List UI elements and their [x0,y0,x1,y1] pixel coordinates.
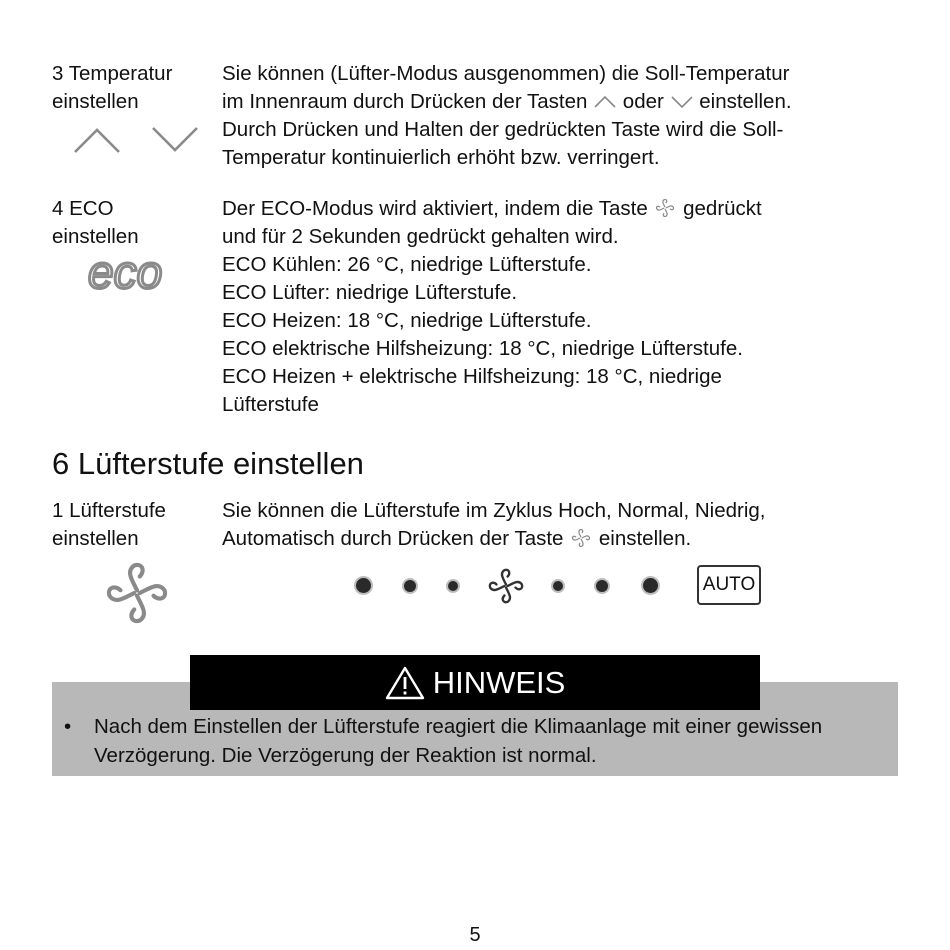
svg-text:eco: eco [88,252,163,296]
section-eco-label: 4 ECO einstellen [52,197,139,248]
chevron-down-icon [670,91,694,111]
section-temperature [52,60,900,180]
notice-text: Nach dem Einstellen der Lüfterstufe reagiert die Klimaanlage mit einer gewissen Verzögerung. Die Verzögerung der Reaktion ist normal. [94,715,823,767]
section-eco [52,195,900,425]
page-number: 5 [469,924,481,946]
chevron-down-icon [150,122,200,156]
fan-icon [102,560,172,626]
fan-speed-dot-medium [596,580,608,592]
fan-speed-dot-medium [404,580,416,592]
section-eco-text: Der ECO-Modus wird aktiviert, indem die Taste gedrückt und für 2 Sekunden gedrückt gehalten wird. ECO Kühlen: 26 °C, niedrige Lüfterstufe. ECO Lüfter: niedrige Lüfterstufe. ECO Heizen: 18 °C, niedrige Lüfterstufe. ECO elektrische Hilfsheizung: 18 °C, niedrige Lüfterstufe. ECO Heizen + elektrische Hilfsheizung: 18 °C, niedrige Lüfterstufe [222,197,762,416]
notice-header: HINWEIS [190,655,760,710]
warning-icon [385,665,425,701]
chevron-up-icon [72,122,122,156]
section-fan-speed-label: 1 Lüfterstufe einstellen [52,499,166,550]
fan-speed-dot-large [643,578,658,593]
fan-icon [569,528,593,548]
fan-icon [653,198,677,218]
fan-icon [486,567,526,605]
section-fan-speed [52,497,900,557]
notice-bullet: • [64,715,72,738]
chevron-up-icon [593,91,617,111]
section-temperature-text: Sie können (Lüfter-Modus ausgenommen) die Soll-Temperatur im Innenraum durch Drücken der Tasten oder einstellen. Durch Drücken und Halten der gedrückten Taste wird die Soll- Temperatur kontinuierlich erhöht bzw. verringert. [222,62,792,169]
fan-speed-dot-small [553,581,563,591]
chapter-title: 6 Lüfterstufe einstellen [52,446,364,481]
fan-speed-dot-small [448,581,458,591]
eco-icon [86,252,186,296]
fan-speed-dot-large [356,578,371,593]
section-temperature-label: 3 Temperatur einstellen [52,62,173,113]
auto-badge: AUTO [697,565,761,605]
section-fan-speed-text: Sie können die Lüfterstufe im Zyklus Hoch, Normal, Niedrig, Automatisch durch Drücken der Taste einstellen. [222,499,766,550]
